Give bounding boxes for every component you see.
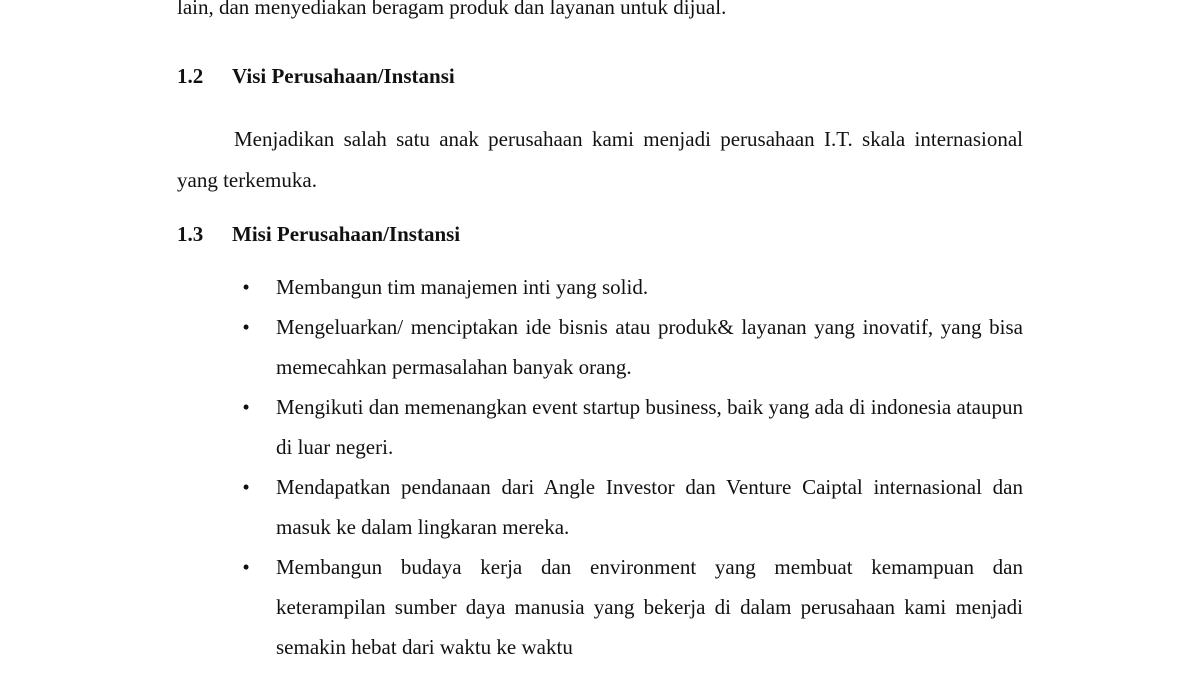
list-item [240, 267, 1023, 307]
mission-list [240, 267, 1023, 667]
section-number: 1.2 [177, 64, 204, 88]
section-title: Misi Perusahaan/Instansi [232, 222, 461, 246]
list-item-text: Mengeluarkan/ menciptakan ide bisnis atau produk& layanan yang inovatif, yang bisa memecahkan permasalahan banyak orang. [276, 315, 1023, 379]
list-item-text: Mengikuti dan memenangkan event startup business, baik yang ada di indonesia ataupun di luar negeri. [276, 395, 1023, 459]
list-item-text: Membangun tim manajemen inti yang solid. [276, 275, 649, 299]
list-item-text: Mendapatkan pendanaan dari Angle Investor dan Venture Caiptal internasional dan masuk ke dalam lingkaran mereka. [276, 475, 1023, 539]
list-item [240, 387, 1023, 467]
bullet-icon: • [242, 475, 250, 499]
section-heading-vision [177, 66, 455, 87]
bullet-icon: • [242, 315, 250, 339]
section-title: Visi Perusahaan/Instansi [232, 64, 455, 88]
list-item [240, 307, 1023, 387]
list-item-text: Membangun budaya kerja dan environment yang membuat kemampuan dan keterampilan sumber daya manusia yang bekerja di dalam perusahaan kami menjadi semakin hebat dari waktu ke waktu [276, 555, 1023, 659]
list-item [240, 547, 1023, 667]
section-heading-mission [177, 224, 460, 245]
list-item [240, 467, 1023, 547]
bullet-icon: • [242, 275, 250, 299]
bullet-icon: • [242, 555, 250, 579]
intro-text-tail: lain, dan menyediakan beragam produk dan layanan untuk dijual. [177, 0, 727, 19]
bullet-icon: • [242, 395, 250, 419]
vision-text: Menjadikan salah satu anak perusahaan kami menjadi perusahaan I.T. skala internasional yang terkemuka. [177, 127, 1023, 192]
section-number: 1.3 [177, 222, 204, 246]
vision-paragraph [177, 119, 1023, 201]
